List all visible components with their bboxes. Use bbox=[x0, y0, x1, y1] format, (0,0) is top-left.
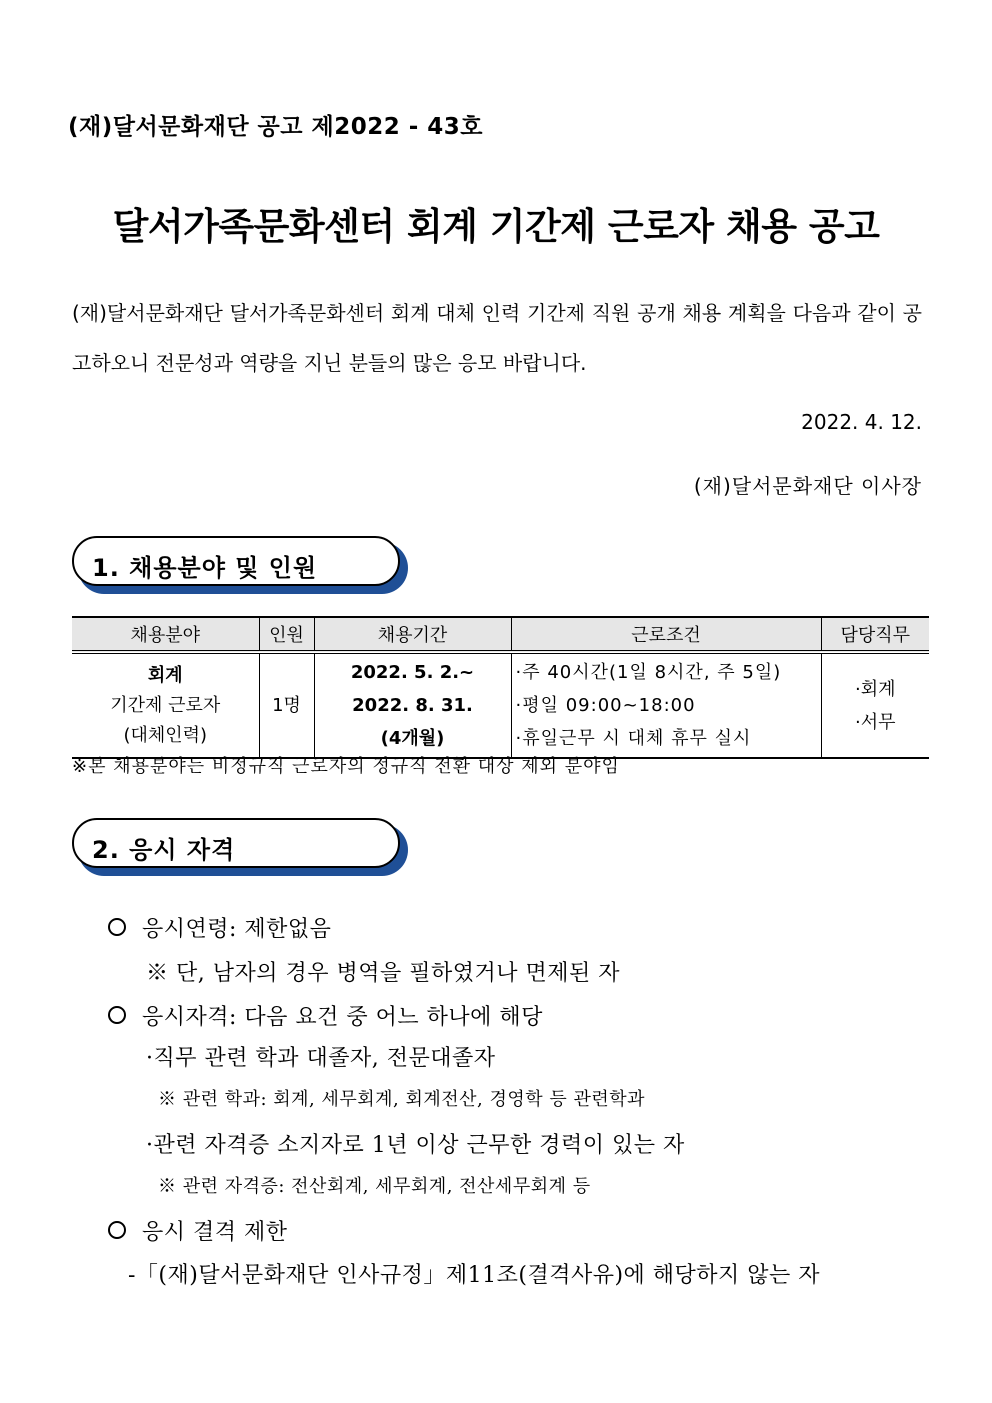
list-item bbox=[108, 1000, 543, 1031]
table-row bbox=[72, 652, 929, 758]
condition-hours: ·주 40시간(1일 8시간, 주 5일) bbox=[515, 662, 782, 683]
disqualification-heading: 응시 결격 제한 bbox=[142, 1220, 288, 1245]
section2-title: 2. 응시 자격 bbox=[92, 836, 236, 864]
duty-accounting: ·회계 bbox=[855, 678, 896, 700]
notice-number: (재)달서문화재단 공고 제2022 - 43호 bbox=[68, 114, 484, 140]
certificate-note: ※ 관련 자격증: 전산회계, 세무회계, 전산세무회계 등 bbox=[158, 1176, 591, 1197]
header-period: 채용기간 bbox=[314, 617, 511, 652]
cell-conditions bbox=[511, 652, 821, 758]
field-note: (대체인력) bbox=[123, 724, 208, 746]
section2-heading bbox=[72, 818, 408, 876]
header-count: 인원 bbox=[259, 617, 314, 652]
announcement-date: 2022. 4. 12. bbox=[801, 410, 922, 434]
qualification-requirement: 응시자격: 다음 요건 중 어느 하나에 해당 bbox=[142, 1005, 543, 1030]
document-title: 달서가족문화센터 회계 기간제 근로자 채용 공고 bbox=[112, 205, 880, 248]
duty-admin: ·서무 bbox=[855, 711, 896, 733]
header-duties: 담당직무 bbox=[821, 617, 929, 652]
period-end: 2022. 8. 31. bbox=[352, 695, 473, 716]
section1-title: 1. 채용분야 및 인원 bbox=[92, 554, 318, 582]
heading-box bbox=[72, 818, 400, 868]
list-item bbox=[108, 912, 331, 943]
certificate-requirement: ·관련 자격증 소지자로 1년 이상 근무한 경력이 있는 자 bbox=[146, 1133, 685, 1158]
table-footnote: ※본 채용분야는 비정규직 근로자의 정규직 전환 대상 제외 분야임 bbox=[72, 756, 620, 777]
military-note: ※ 단, 남자의 경우 병역을 필하였거나 면제된 자 bbox=[146, 961, 620, 986]
period-length: (4개월) bbox=[380, 728, 445, 749]
intro-paragraph: (재)달서문화재단 달서가족문화센터 회계 대체 인력 기간제 직원 공개 채용 계획을 다음과 같이 공고하오니 전문성과 역량을 지닌 분들의 많은 응모 바랍니다. bbox=[72, 301, 922, 375]
section1-heading bbox=[72, 536, 408, 594]
circle-bullet-icon bbox=[108, 1006, 126, 1024]
cell-count: 1명 bbox=[259, 652, 314, 758]
major-note: ※ 관련 학과: 회계, 세무회계, 회계전산, 경영학 등 관련학과 bbox=[158, 1089, 646, 1110]
degree-requirement: ·직무 관련 학과 대졸자, 전문대졸자 bbox=[146, 1046, 496, 1071]
condition-holiday: ·휴일근무 시 대체 휴무 실시 bbox=[515, 728, 752, 749]
list-item bbox=[108, 1215, 288, 1246]
header-field: 채용분야 bbox=[72, 617, 259, 652]
period-start: 2022. 5. 2.~ bbox=[350, 662, 475, 683]
cell-field bbox=[72, 652, 259, 758]
field-name: 회계 bbox=[147, 664, 183, 686]
age-requirement: 응시연령: 제한없음 bbox=[142, 917, 332, 942]
disqualification-rule: -「(재)달서문화재단 인사규정」제11조(결격사유)에 해당하지 않는 자 bbox=[128, 1263, 821, 1288]
cell-period bbox=[314, 652, 511, 758]
cell-duties bbox=[821, 652, 929, 758]
condition-time: ·평일 09:00~18:00 bbox=[515, 695, 696, 716]
table-header-row bbox=[72, 617, 929, 652]
circle-bullet-icon bbox=[108, 1221, 126, 1239]
issuer: (재)달서문화재단 이사장 bbox=[693, 474, 922, 498]
heading-box bbox=[72, 536, 400, 586]
header-conditions: 근로조건 bbox=[511, 617, 821, 652]
circle-bullet-icon bbox=[108, 918, 126, 936]
field-type: 기간제 근로자 bbox=[110, 694, 221, 716]
recruitment-table bbox=[72, 616, 929, 759]
